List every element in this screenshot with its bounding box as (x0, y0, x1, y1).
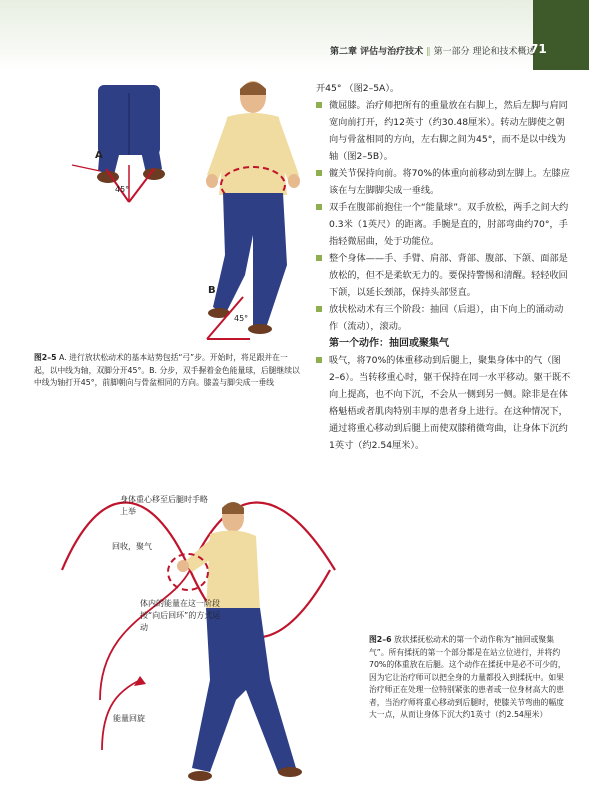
figure-2-6-label-weight: 身体重心移至后腿时手略上举 (120, 495, 208, 516)
figure-2-5-label-b: B (208, 285, 216, 296)
section-subheading: 第一个动作：抽回或聚集气 (329, 338, 449, 349)
figure-2-6-caption-text: 放状揉抚松动术的第一个动作称为“抽回或聚集气”。所有揉抚的第一个部分都是在站立位进行，并将约70%的体重放在后腿。这个动作在揉抚中是必不可少的，因为它让治疗师可以把全身的力量都投入到揉抚中。如果治疗师正在处理一位特别紧张的患者或一位身材高大的患者，当治疗师将重心移动到后腿时，使膝关节弯曲的幅度大一点，从而让身体下沉大约1英寸（约2.54厘米） (369, 635, 566, 719)
figure-2-6-caption (369, 634, 569, 722)
bullet-paragraph-1: 微屈膝。治疗师把所有的重量放在右脚上，然后左脚与肩同宽向前打开，约12英寸（约30.48厘米）。转动左脚使之朝向与骨盆相同的方向，左右脚之间为45°，而不是以中线为轴（图2–5B）。 (316, 97, 571, 165)
header-band (0, 0, 589, 70)
running-header: 第二章 评估与治疗技术 ‖ 第一部分 理论和技术概述 71 (330, 42, 547, 57)
figure-2-6-label-gather: 回收，聚气 (112, 542, 152, 551)
figure-2-5b-angle: 45° (234, 314, 249, 323)
figure-2-5-caption (34, 352, 302, 390)
header-page-tab (533, 0, 589, 70)
header-section: 第一部分 理论和技术概述 (433, 47, 536, 57)
figure-2-6-illustration (60, 500, 340, 795)
bullet-paragraph-6: 吸气，将70%的体重移动到后腿上，聚集身体中的气（图2–6）。当转移重心时，躯干保持在同一水平移动。躯干既不向上提高，也不向下沉，不会从一侧到另一侧。除非是在体格魁梧或者肌肉特别丰厚的患者身上进行。在这种情况下，通过将重心移动到后腿上而使双膝稍微弯曲，让身体下沉约1英寸（约2.54厘米）。 (316, 352, 571, 454)
figure-2-5b-illustration (195, 75, 310, 345)
body-text-column (316, 80, 571, 454)
bullet-paragraph-2: 髋关节保持向前。将70%的体重向前移动到左脚上。左膝应该在与左脚脚尖成一垂线。 (316, 165, 571, 199)
bullet-paragraph-4: 整个身体——手、手臂、肩部、背部、腹部、下颌、面部是放松的，但不是柔软无力的。要保持警惕和清醒。轻轻收回下颌，以延长颈部，保持头部竖直。 (316, 250, 571, 301)
figure-2-6-label-loop: 能量回旋 (113, 714, 145, 723)
page-number: 71 (530, 42, 547, 56)
figure-2-5a-angle: 45° (115, 185, 130, 194)
bullet-paragraph-5: 放状松动术有三个阶段：抽回（后退），由下向上的涌动动作（流动），滚动。 (316, 301, 571, 335)
figure-2-5-caption-text: A. 进行放状松动术的基本站势包括“弓”步。开始时，将足跟并在一起，以中线为轴，双脚分开45°。B. 分步，双手握着金色能量球，后腿继续以中线为轴打开45°，前脚朝向与骨盆相同的方向。膝盖与脚尖成一垂线 (34, 353, 300, 387)
figure-2-5-caption-number: 图2–5 (34, 353, 57, 362)
header-chapter: 第二章 评估与治疗技术 (330, 47, 424, 57)
figure-2-6-label-flow: 体内的能量在这一阶段按“向后回环”的方式运动 (140, 599, 221, 632)
bullet-paragraph-3: 双手在腹部前抱住一个“能量球”。双手放松，两手之间大约0.3米（1英尺）的距离。手腕是直的，肘部弯曲约70°，手指轻微屈曲，处于功能位。 (316, 199, 571, 250)
body-paragraph-continuation: 开45° （图2–5A）。 (316, 83, 400, 94)
figure-2-6-caption-number: 图2–6 (369, 635, 392, 644)
figure-2-5-label-a: A (95, 150, 103, 161)
